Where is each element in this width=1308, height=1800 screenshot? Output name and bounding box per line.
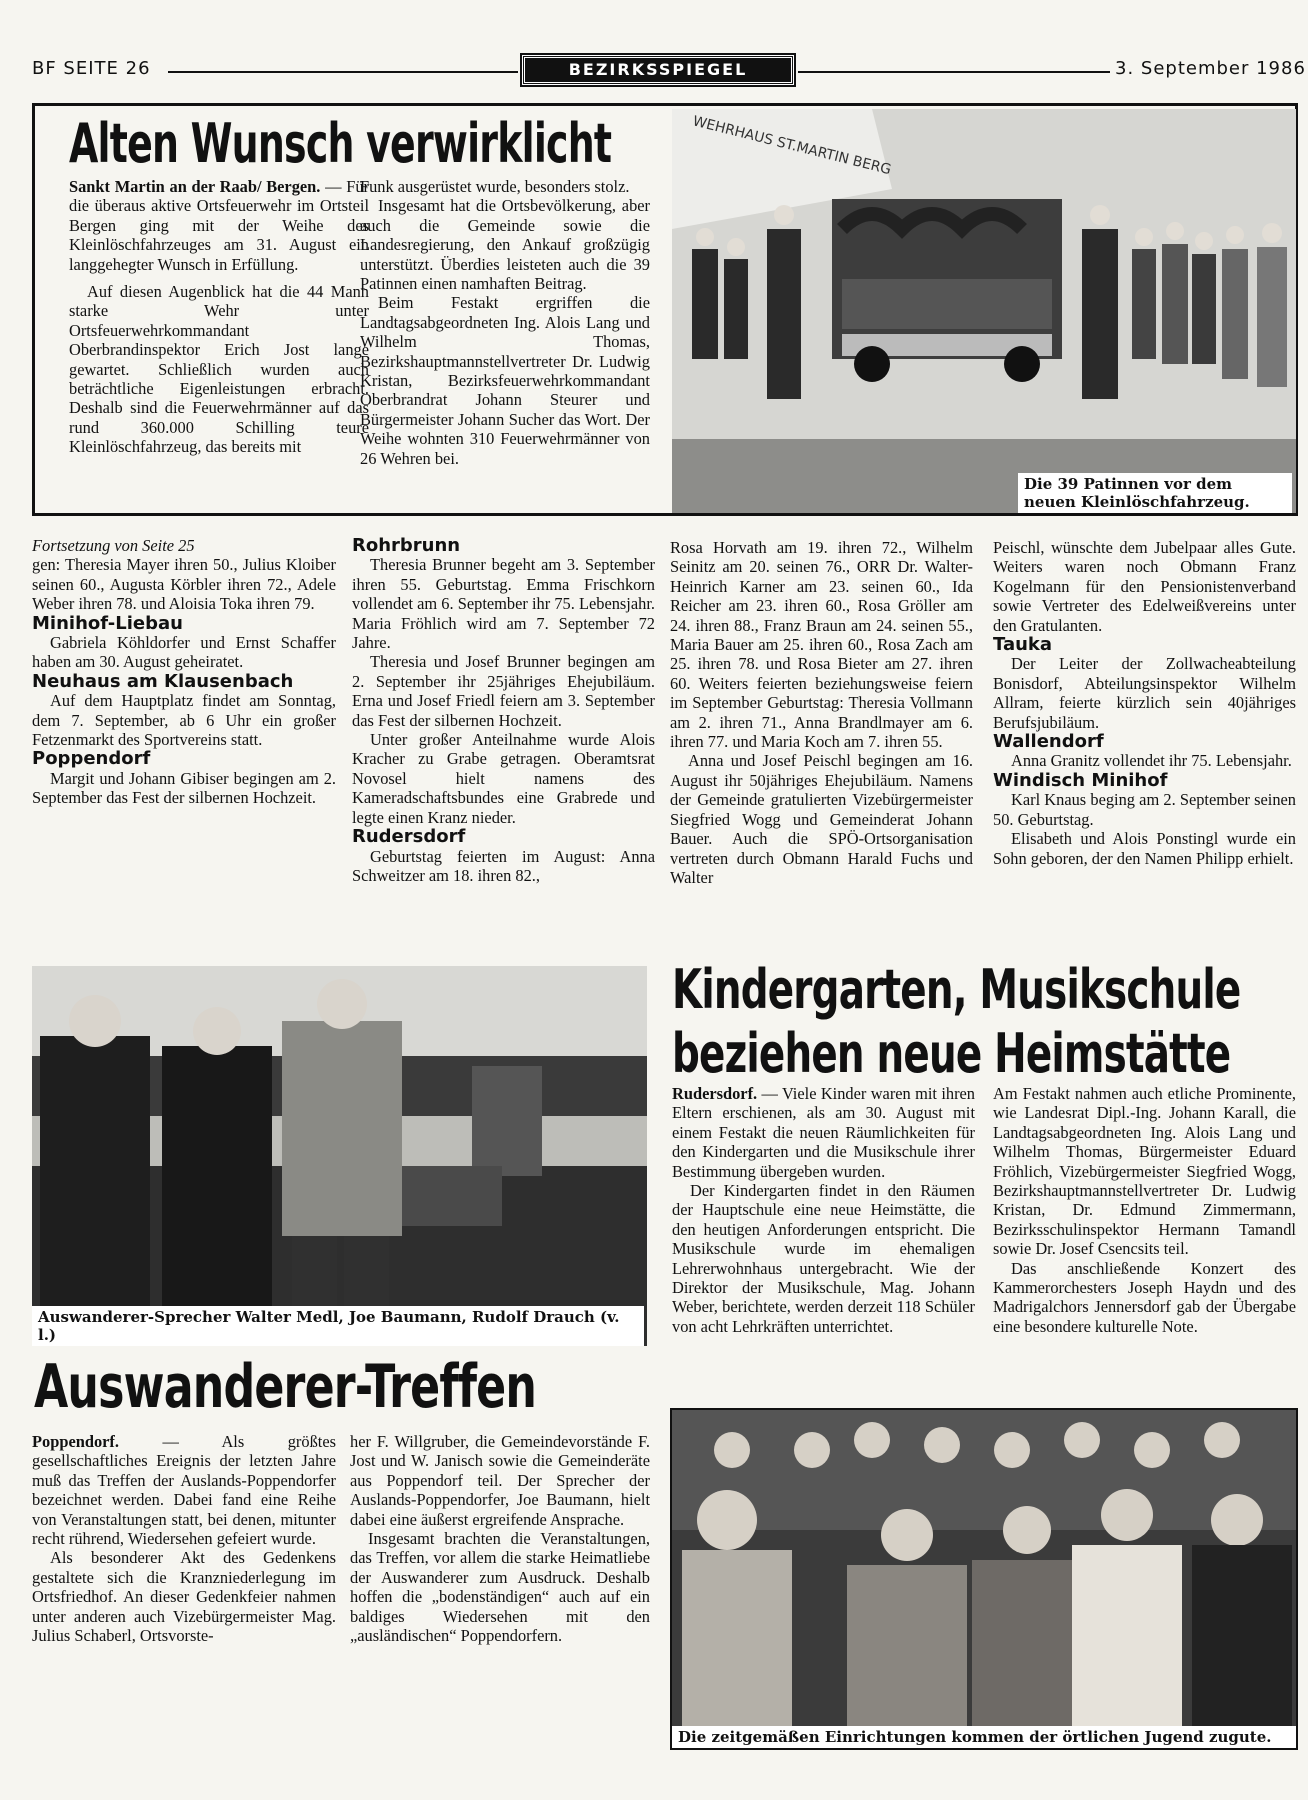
heading-tauka: Tauka [993,634,1053,656]
children-illustration [672,1410,1298,1750]
emigrants-caption: Auswanderer-Sprecher Walter Medl, Joe Baumann, Rudolf Drauch (v. l.) [32,1306,644,1346]
heading-neuhaus: Neuhaus am Klausenbach [32,670,294,692]
heading-rudersdorf: Rudersdorf [352,826,466,848]
chronicle-col1: Fortsetzung von Seite 25 gen: Theresia Mayer ihren 50., Julius Kloiber seinen 60., Augusta Körbler ihren 72., Adele Weber ihren 78. und Aloisia Toka ihren 79. Minihof-Liebau Gabriela Köhldorfer und Ernst Schaffer haben am 30. August geheiratet. Neuhaus am Klausenbach Auf dem Hauptplatz findet am Sonntag, dem 7. September, ab 6 Uhr ein großer Fetzenmarkt des Sportvereins statt. Poppendorf Margit und Johann Gibiser begingen am 2. September das Fest der silbernen Hochzeit. [32,536,336,808]
chronicle-col2: Rohrbrunn Theresia Brunner begeht am 3. September ihren 55. Geburtstag. Emma Frischkorn vollendet am 6. September ihr 75. Lebensjahr. Maria Fröhlich wird am 7. September 72 Jahre. Theresia und Josef Brunner begingen am 2. September ihr 25jähriges Ehejubiläum. Erna und Josef Friedl feiern am 3. September das Fest der silbernen Hochzeit. Unter großer Anteilnahme wurde Alois Kracher zu Grabe getragen. Oberamtsrat Novosel hielt namens des Kameradschaftsbundes eine Grabrede und legte einen Kranz nieder. Rudersdorf Geburtstag feierten im August: Anna Schweitzer am 18. ihren 82., [352,535,655,885]
emigrants-headline: Auswanderer-Treffen [34,1352,537,1422]
header-rule-right [798,71,1110,73]
emigrants-photo [32,966,647,1346]
emigrants-col2: her F. Willgruber, die Gemeindevorstände F. Jost und W. Janisch sowie die Gemeinderäte aus Poppendorf teil. Der Sprecher der Auslands-Poppendorfer, Joe Baumann, hielt dabei eine äußerst ergreifende Ansprache. Insgesamt brachten die Veranstaltungen, das Treffen, vor allem die starke Heimatliebe der Auswanderer zum Ausdruck. Deshalb hoffen die „bodenständigen“ auch auf ein baldiges Wiedersehen mit den „ausländischen“ Poppendorfern. [350,1432,650,1646]
building-sign: WEHRHAUS ST.MARTIN BERG [691,113,893,179]
school-dateline: Rudersdorf. [672,1084,758,1103]
dateline: Sankt Martin an der Raab/ Bergen. [69,177,321,196]
article-fire-truck-col1: Sankt Martin an der Raab/ Bergen. — Für die überaus aktive Ortsfeuerwehr im Ortsteil Bergen ging mit der Weihe des Kleinlöschfahrzeuges am 31. August ein langgehegter Wunsch in Erfüllung. Auf diesen Augenblick hat die 44 Mann starke Wehr unter Ortsfeuerwehrkommandant Oberbrandinspektor Erich Jost lange gewartet. Schließlich wurden auch beträchtliche Eigenleistungen erbracht. Deshalb sind die Feuerwehrmänner auf das rund 360.000 Schilling teure Kleinlöschfahrzeug, das bereits mit [69,177,369,457]
fire-truck-illustration [672,109,1296,513]
emigrants-col1: Poppendorf. — Als größtes gesellschaftliches Ereignis der letzten Jahre muß das Treffen der Auslands-Poppendorfer bezeichnet werden. Dabei fand eine Reihe von Veranstaltungen statt, bei denen, mitunter recht rührend, Wiedersehen gefeiert wurde. Als besonderer Akt des Gedenkens gestaltete sich die Kranzniederlegung im Ortsfriedhof. An dieser Gedenkfeier nahmen unter anderen auch Vizebürgermeister Mag. Julius Schaberl, Ortsvorste- [32,1432,336,1646]
article-fire-truck [32,103,1298,516]
section-label: BEZIRKSSPIEGEL [522,55,794,85]
fire-truck-caption: Die 39 Patinnen vor dem neuen Kleinlöschfahrzeug. [1018,473,1292,513]
header-rule-left [168,71,518,73]
issue-date: 3. September 1986 [1115,58,1306,79]
fire-truck-photo [672,109,1296,513]
children-photo [670,1408,1298,1750]
continuation-note: Fortsetzung von Seite 25 [32,536,195,555]
heading-windisch-minihof: Windisch Minihof [993,769,1168,791]
emigrants-illustration [32,966,647,1346]
school-col1: Rudersdorf. — Viele Kinder waren mit ihren Eltern erschienen, als am 30. August mit einem Festakt die neuen Räumlichkeiten für den Kindergarten und die Musikschule ihrer Bestimmung übergeben wurden. Der Kindergarten findet in den Räumen der Hauptschule eine neue Heimstätte, die den heutigen Anforderungen entspricht. Die Musikschule wurde im ehemaligen Lehrerwohnhaus untergebracht. Wie der Direktor der Musikschule, Mag. Johann Weber, berichtete, werden derzeit 118 Schüler von acht Lehrkräften unterrichtet. [672,1084,975,1336]
heading-poppendorf: Poppendorf [32,748,151,770]
article-fire-truck-headline: Alten Wunsch verwirklicht [69,112,612,175]
chronicle-col4: Peischl, wünschte dem Jubelpaar alles Gute. Weiters waren noch Obmann Franz Kogelmann für den Pensionistenverband sowie Vertreter des Edelweißvereins unter den Gratulanten. Tauka Der Leiter der Zollwacheabteilung Bonisdorf, Abteilungsinspektor Wilhelm Allram, feierte kürzlich sein 40jähriges Berufsjubiläum. Wallendorf Anna Granitz vollendet ihr 75. Lebensjahr. Windisch Minihof Karl Knaus beging am 2. September seinen 50. Geburtstag. Elisabeth und Alois Ponstingl wurde ein Sohn geboren, der den Namen Philipp erhielt. [993,538,1296,868]
children-caption: Die zeitgemäßen Einrichtungen kommen der örtlichen Jugend zugute. [672,1726,1296,1748]
emigrants-dateline: Poppendorf. [32,1432,119,1451]
school-col2: Am Festakt nahmen auch etliche Prominente, wie Landesrat Dipl.-Ing. Johann Karall, die Landtagsabgeordneten Ing. Alois Lang und Wilhelm Thomas, Bürgermeister Eduard Fröhlich, Vizebürgermeister Siegfried Wogg, Bezirkshauptmannstellvertreter Dr. Ludwig Kristan, Dr. Edmund Zimmermann, Bezirksschulinspektor Hermann Tamandl sowie Dr. Josef Csencsits teil. Das anschließende Konzert des Kammerorchesters Joseph Haydn und des Madrigalchors Jennersdorf gab der Übergabe eine besondere kulturelle Note. [993,1084,1296,1336]
chronicle-col3: Rosa Horvath am 19. ihren 72., Wilhelm Seinitz am 20. seinen 76., ORR Dr. Walter-Heinrich Karner am 23. seinen 60., Ida Reicher am 23. ihren 60., Rosa Gröller am 24. ihren 88., Franz Braun am 24. seinen 55., Maria Bauer am 25. ihren 60., Rosa Zach am 25. ihren 78. und Rosa Bieter am 27. ihren 60. Weiters feierten beziehungsweise feiern im September Geburtstag: Theresia Vollmann am 2. ihren 71., Anna Brandlmayer am 6. ihren 77. und Maria Koch am 7. ihren 55. Anna und Josef Peischl begingen am 16. August ihr 50jähriges Ehejubiläum. Namens der Gemeinde gratulierten Vizebürgermeister Siegfried Wogg und Gemeinderat Johann Bauer. Auch die SPÖ-Ortsorganisation vertreten durch Obmann Harald Fuchs und Walter [670,538,973,887]
heading-minihof-liebau: Minihof-Liebau [32,612,183,634]
school-headline-2: beziehen neue Heimstätte [672,1022,1231,1085]
heading-rohrbrunn: Rohrbrunn [352,535,461,556]
school-headline-1: Kindergarten, Musikschule [672,958,1241,1021]
article-fire-truck-col2: Funk ausgerüstet wurde, besonders stolz. Insgesamt hat die Ortsbevölkerung, aber auch die Gemeinde sowie die Landesregierung, den Ankauf großzügig unterstützt. Überdies leisteten auch die 39 Patinnen einen namhaften Beitrag. Beim Festakt ergriffen die Landtagsabgeordneten Ing. Alois Lang und Wilhelm Thomas, Bezirkshauptmannstellvertreter Dr. Ludwig Kristan, Bezirksfeuerwehrkommandant Oberbrandrat Johann Steurer und Bürgermeister Johann Sucher das Wort. Der Weihe wohnten 310 Feuerwehrmänner von 26 Wehren bei. [360,177,650,468]
page-number: BF SEITE 26 [32,58,151,79]
heading-wallendorf: Wallendorf [993,731,1104,753]
